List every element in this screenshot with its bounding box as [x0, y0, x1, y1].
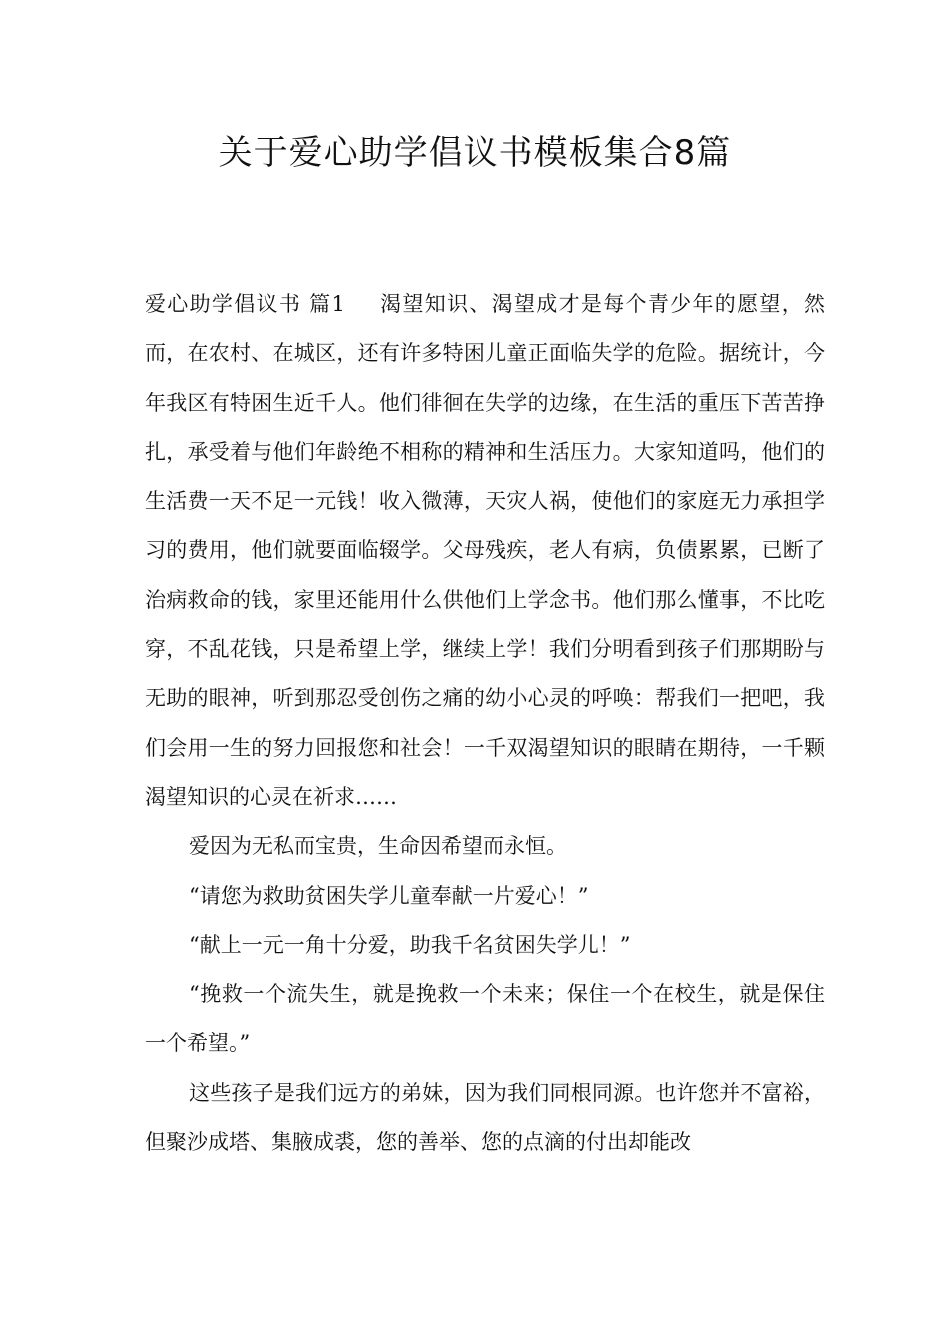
paragraph-6: 这些孩子是我们远方的弟妹，因为我们同根同源。也许您并不富裕，但聚沙成塔、集腋成裘，您的善举、您的点滴的付出却能改 — [145, 1080, 825, 1155]
paragraph-1 — [145, 280, 825, 822]
section-label: 爱心助学倡议书 篇1 — [145, 292, 345, 316]
paragraph-5: “挽救一个流失生，就是挽救一个未来；保住一个在校生，就是保住一个希望。” — [145, 982, 825, 1056]
document-title: 关于爱心助学倡议书模板集合8篇 — [218, 133, 732, 173]
paragraph-3: “请您为救助贫困失学儿童奉献一片爱心！” — [189, 883, 589, 908]
paragraph-4: “献上一元一角十分爱，助我千名贫困失学儿！” — [189, 932, 631, 957]
paragraph-2: 爱因为无私而宝贵，生命因希望而永恒。 — [189, 834, 567, 859]
paragraph-1-text: 渴望知识、渴望成才是每个青少年的愿望，然而，在农村、在城区，还有许多特困儿童正面临失学的危险。据统计，今年我区有特困生近千人。他们徘徊在失学的边缘，在生活的重压下苦苦挣扎，承受着与他们年龄绝不相称的精神和生活压力。大家知道吗，他们的生活费一天不足一元钱！收入微薄，天灾人祸，使他们的家庭无力承担学习的费用，他们就要面临辍学。父母残疾，老人有病，负债累累，已断了治病救命的钱，家里还能用什么供他们上学念书。他们那么懂事，不比吃穿，不乱花钱，只是希望上学，继续上学！我们分明看到孩子们那期盼与无助的眼神，听到那忍受创伤之痛的幼小心灵的呼唤：帮我们一把吧，我们会用一生的努力回报您和社会！一千双渴望知识的眼睛在期待，一千颗渴望知识的心灵在祈求…… — [145, 292, 826, 809]
document-body — [145, 280, 825, 1167]
